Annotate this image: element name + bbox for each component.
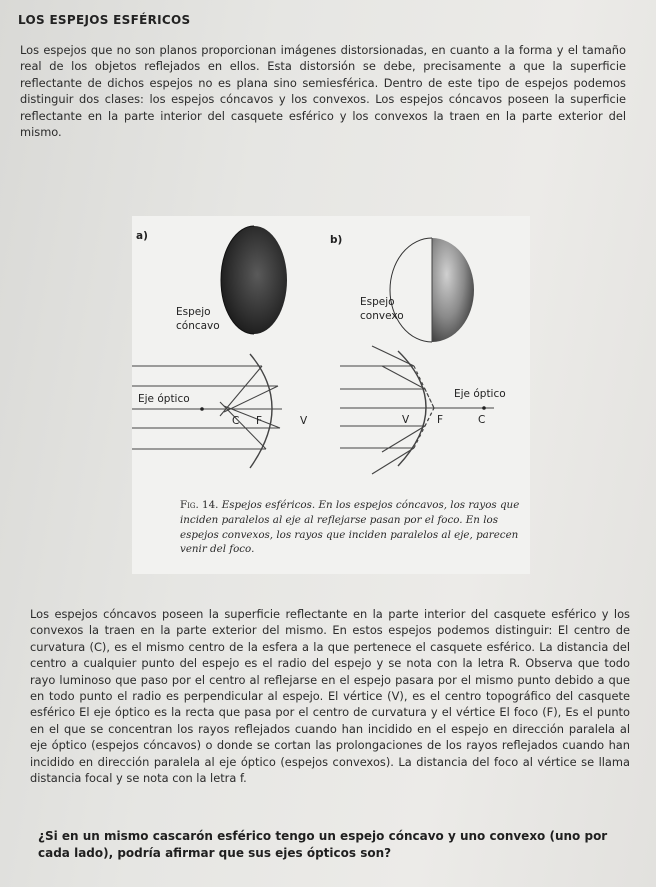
point-c-label-a: C (232, 415, 240, 427)
point-c-label-b: C (478, 414, 486, 426)
point-v-label-b: V (402, 414, 410, 426)
point-f-label-b: F (437, 414, 444, 426)
concave-ray-diagram (132, 354, 282, 468)
point-c-dot-b (482, 406, 486, 410)
caption-number: Fig. 14. (180, 499, 219, 511)
convex-label-line1: Espejo (360, 296, 395, 308)
concave-mirror-shape (221, 226, 287, 334)
intro-paragraph: Los espejos que no son planos proporcionan imágenes distorsionadas, en cuanto a la forma y el tamaño real de los objetos reflejados en ellos. Esta distorsión se debe, precisamente a que la superficie reflectante de dichos espejos no es plana sino semiesférica. Dentro de este tipo de espejos podemos distinguir dos clases: los espejos cóncavos y los convexos. Los espejos cóncavos poseen la superficie reflectante en la parte interior del casquete esférico y los convexos la traen en la parte exterior del mismo. (20, 43, 626, 140)
concave-label-line2: cóncavo (176, 320, 220, 332)
point-f-label-a: F (256, 415, 263, 427)
convex-label-line2: convexo (360, 310, 404, 322)
point-v-label-a: V (300, 415, 308, 427)
main-paragraph: Los espejos cóncavos poseen la superficie reflectante en la parte interior del casquete esférico y los convexos la traen en la parte exterior del mismo. En estos espejos podemos distinguir: El centro de curvatura (C), es el mismo centro de la esfera a la que pertenece el casquete esférico. La distancia del centro a cualquier punto del espejo es el radio del espejo y se nota con la letra R. Observa que todo rayo luminoso que paso por el centro al reflejarse en el espejo pasara por el mismo punto debido a que en todo punto el radio es perpendicular al espejo. El vértice (V), es el centro topográfico del casquete esférico El eje óptico es la recta que pasa por el centro de curvatura y el vértice El foco (F), Es el punto en el que se concentran los rayos reflejados cuando han incidido en el espejo en dirección paralela al eje óptico (espejos cóncavos) o donde se cortan las prolongaciones de los rayos reflejados cuando han incidido en dirección paralela al eje óptico (espejos convexos). La distancia del foco al vértice se llama distancia focal y se nota con la letra f. (30, 607, 630, 786)
concave-label-line1: Espejo (176, 306, 211, 318)
panel-b-letter: b) (330, 234, 343, 246)
axis-label-a: Eje óptico (138, 393, 190, 405)
convex-ray-diagram (340, 346, 494, 474)
figure-14 (132, 216, 530, 574)
panel-a-letter: a) (136, 230, 148, 242)
point-c-dot (200, 407, 204, 411)
question-text: ¿Si en un mismo cascarón esférico tengo un espejo cóncavo y uno convexo (uno por cada lado), podría afirmar que sus ejes ópticos son? (38, 829, 608, 860)
figure-caption (180, 498, 525, 557)
axis-label-b: Eje óptico (454, 388, 506, 400)
caption-text: Espejos esféricos. En los espejos cóncavos, los rayos que inciden paralelos al eje al reflejarse pasan por el foco. En los espejos convexos, los rayos que inciden paralelos al eje, parecen venir del foco. (180, 499, 520, 556)
page-title: LOS ESPEJOS ESFÉRICOS (18, 13, 191, 27)
convex-mirror-shape (390, 238, 474, 342)
